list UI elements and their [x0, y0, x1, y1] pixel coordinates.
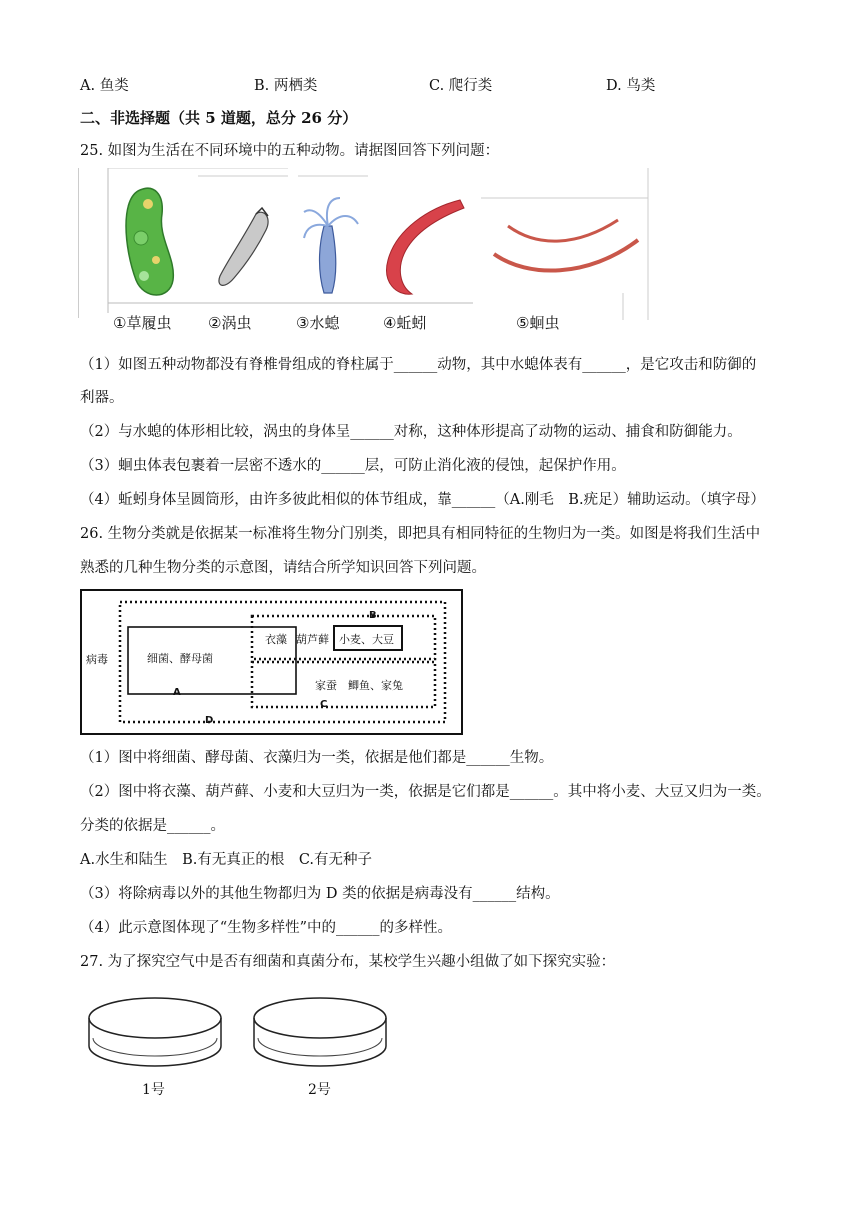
label-earthworm: ④蚯蚓 [383, 314, 427, 332]
petri-dish-1-icon [89, 998, 221, 1066]
option-b: B. 两栖类 [254, 78, 318, 94]
label-algae: 衣藻 [265, 633, 287, 646]
label-bacteria-yeast: 细菌、酵母菌 [147, 652, 213, 665]
dish-2-label: 2号 [308, 1082, 331, 1098]
q26-part2-line1: （2）图中将衣藻、葫芦藓、小麦和大豆归为一类，依据是它们都是______。其中将小麦、大豆又归为一类。 [80, 784, 771, 800]
q25-part1-line2: 利器。 [80, 390, 124, 406]
label-animals: 家蚕 鲫鱼、家兔 [315, 679, 403, 692]
option-c: C. 爬行类 [429, 78, 493, 94]
option-a: A. 鱼类 [80, 78, 129, 94]
label-moss: 葫芦藓 [296, 633, 329, 646]
q25-part2: （2）与水螅的体形相比较，涡虫的身体呈______对称，这种体形提高了动物的运动、捕食和防御能力。 [80, 424, 742, 440]
q27-stem: 27. 为了探究空气中是否有细菌和真菌分布，某校学生兴趣小组做了如下探究实验： [80, 954, 616, 970]
label-wheat-soy: 小麦、大豆 [339, 633, 394, 646]
label-group-c: C [320, 699, 328, 710]
dish-1-label: 1号 [142, 1082, 165, 1098]
petri-dish-drawing [80, 988, 410, 1078]
q26-part3: （3）将除病毒以外的其他生物都归为 D 类的依据是病毒没有______结构。 [80, 886, 560, 902]
q25-part1-line1: （1）如图五种动物都没有脊椎骨组成的脊柱属于______动物，其中水螅体表有______，是它攻击和防御的 [80, 357, 757, 373]
q26-part1: （1）图中将细菌、酵母菌、衣藻归为一类，依据是他们都是______生物。 [80, 750, 554, 766]
classification-diagram [80, 589, 463, 735]
label-group-a: A [173, 687, 181, 698]
q26-stem-line1: 26. 生物分类就是依据某一标准将生物分门别类，即把具有相同特征的生物归为一类。如图是将我们生活中 [80, 526, 761, 542]
planarian-icon [219, 208, 268, 285]
q26-part4: （4）此示意图体现了“生物多样性”中的______的多样性。 [80, 920, 453, 936]
q26-stem-line2: 熟悉的几种生物分类的示意图，请结合所学知识回答下列问题。 [80, 560, 486, 576]
q25-part3: （3）蛔虫体表包裹着一层密不透水的______层，可防止消化液的侵蚀，起保护作用。 [80, 458, 626, 474]
q26-part2-line2: 分类的依据是______。 [80, 818, 225, 834]
q25-part4: （4）蚯蚓身体呈圆筒形，由许多彼此相似的体节组成，靠______（A.刚毛 B.疣足）辅助运动。（填字母） [80, 492, 765, 508]
label-roundworm: ⑤蛔虫 [516, 314, 560, 332]
label-paramecium: ①草履虫 [113, 314, 172, 332]
option-d: D. 鸟类 [606, 78, 656, 94]
label-planarian: ②涡虫 [208, 314, 252, 332]
classification-diagram-boxes [80, 589, 463, 735]
label-group-d: D [205, 715, 214, 726]
earthworm-icon [387, 200, 464, 294]
hydra-icon [304, 198, 358, 293]
roundworm-icon [494, 220, 638, 271]
q25-stem: 25. 如图为生活在不同环境中的五种动物。请据图回答下列问题： [80, 143, 500, 159]
q25-animals-figure [78, 168, 653, 333]
petri-dish-2-icon [254, 998, 386, 1066]
paramecium-icon [126, 188, 173, 295]
q26-choices: A.水生和陆生 B.有无真正的根 C.有无种子 [80, 852, 373, 868]
animals-illustration [78, 168, 653, 333]
label-hydra: ③水螅 [296, 314, 340, 332]
label-virus: 病毒 [86, 653, 108, 666]
label-group-b: B [369, 610, 377, 621]
section-title: 二、非选择题（共 5 道题，总分 26 分） [80, 109, 358, 127]
petri-dishes-figure [80, 988, 410, 1100]
